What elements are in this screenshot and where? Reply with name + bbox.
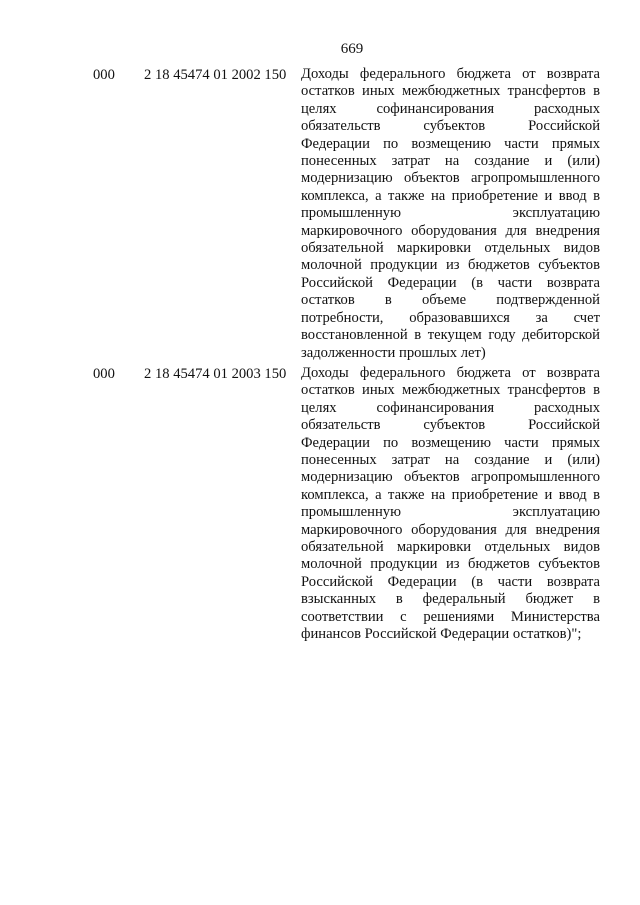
description-line: понесенных затрат на создание и (или) — [301, 153, 600, 170]
description-line: остатков в объеме подтвержденной — [301, 292, 600, 309]
description-line: обязательств субъектов Российской — [301, 417, 600, 434]
description-line: Федерации по возмещению части прямых — [301, 434, 600, 451]
description-line: модернизацию объектов агропромышленного — [301, 170, 600, 187]
description-line: Российской Федерации (в части возврата — [301, 573, 600, 590]
description-line: Федерации по возмещению части прямых — [301, 135, 600, 152]
admin-code: 000 — [93, 365, 115, 382]
description-line: целях софинансирования расходных — [301, 399, 600, 416]
description-line: промышленную эксплуатацию — [301, 205, 600, 222]
admin-code: 000 — [93, 67, 115, 83]
description-line: промышленную эксплуатацию — [301, 504, 600, 521]
description-line: Российской Федерации (в части возврата — [301, 274, 600, 291]
description-line: модернизацию объектов агропромышленного — [301, 469, 600, 486]
description-line: остатков иных межбюджетных трансфертов в — [301, 83, 600, 100]
revenue-description — [301, 365, 600, 644]
description-line: обязательств субъектов Российской — [301, 118, 600, 135]
table-row — [0, 365, 640, 644]
description-line: задолженности прошлых лет) — [301, 344, 486, 361]
description-line: молочной продукции из бюджетов субъектов — [301, 556, 600, 573]
description-line: комплекса, а также на приобретение и ввод в — [301, 486, 600, 503]
description-line: финансов Российской Федерации остатков)"; — [301, 626, 582, 642]
description-line: восстановленной в текущем году дебиторской — [301, 327, 600, 344]
description-line: взысканных в федеральный бюджет в — [301, 591, 600, 608]
description-line: понесенных затрат на создание и (или) — [301, 451, 600, 468]
description-line: Доходы федерального бюджета от возврата — [301, 66, 600, 82]
revenue-description — [301, 66, 600, 362]
description-line: обязательной маркировки отдельных видов — [301, 538, 600, 555]
budget-code-table — [0, 66, 640, 646]
page-number: 669 — [340, 41, 364, 57]
description-line: обязательной маркировки отдельных видов — [301, 240, 600, 257]
description-line: остатков иных межбюджетных трансфертов в — [301, 382, 600, 399]
description-line: соответствии с решениями Министерства — [301, 608, 600, 625]
budget-classification-code: 2 18 45474 01 2003 150 — [144, 365, 287, 382]
table-row — [0, 66, 640, 362]
description-line: маркировочного оборудования для внедрения — [301, 521, 600, 538]
description-line: целях софинансирования расходных — [301, 100, 600, 117]
description-line: комплекса, а также на приобретение и ввод в — [301, 187, 600, 204]
description-line: маркировочного оборудования для внедрения — [301, 222, 600, 239]
description-line: потребности, образовавшихся за счет — [301, 309, 600, 326]
budget-classification-code: 2 18 45474 01 2002 150 — [144, 67, 287, 83]
description-line: молочной продукции из бюджетов субъектов — [301, 257, 600, 274]
description-line: Доходы федерального бюджета от возврата — [301, 364, 600, 381]
